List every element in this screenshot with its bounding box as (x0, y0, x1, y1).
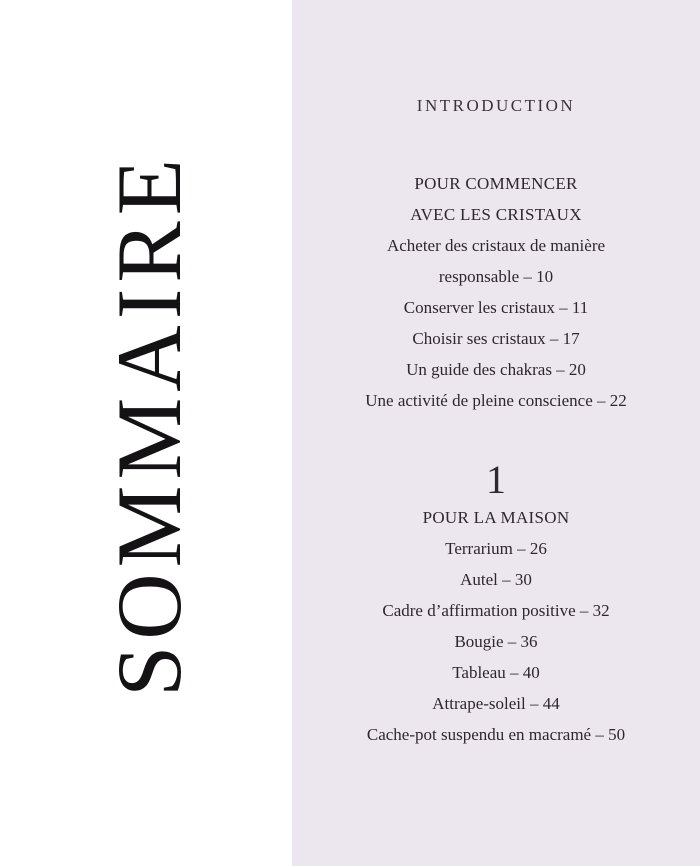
title-panel (0, 0, 292, 866)
toc-entry[interactable]: Bougie – 36 (454, 632, 538, 651)
table-of-contents (292, 94, 700, 750)
toc-entry[interactable]: Conserver les cristaux – 11 (403, 298, 589, 317)
toc-entry[interactable]: Acheter des cristaux de manière (386, 236, 606, 255)
toc-entry[interactable]: Une activité de pleine conscience – 22 (365, 391, 627, 410)
toc-entry[interactable]: Terrarium – 26 (445, 539, 547, 558)
toc-entry[interactable]: responsable – 10 (438, 267, 554, 286)
section-heading-line-2[interactable]: AVEC LES CRISTAUX (410, 205, 582, 224)
toc-entry[interactable]: Attrape-soleil – 44 (432, 694, 560, 713)
page-title: SOMMAIRE (98, 153, 200, 697)
section-heading-line-1[interactable]: POUR COMMENCER (414, 174, 578, 193)
table-of-contents-panel (292, 0, 700, 866)
spacer (292, 118, 700, 168)
chapter-number: 1 (486, 457, 506, 502)
toc-entry[interactable]: Cache-pot suspendu en macramé – 50 (366, 725, 626, 744)
chapter-heading[interactable]: POUR LA MAISON (422, 508, 570, 527)
introduction-heading[interactable]: INTRODUCTION (416, 96, 576, 115)
toc-entry[interactable]: Choisir ses cristaux – 17 (412, 329, 580, 348)
toc-entry[interactable]: Un guide des chakras – 20 (406, 360, 586, 379)
toc-entry[interactable]: Tableau – 40 (452, 663, 540, 682)
toc-entry[interactable]: Cadre d’affirmation positive – 32 (382, 601, 610, 620)
toc-entry[interactable]: Autel – 30 (460, 570, 532, 589)
